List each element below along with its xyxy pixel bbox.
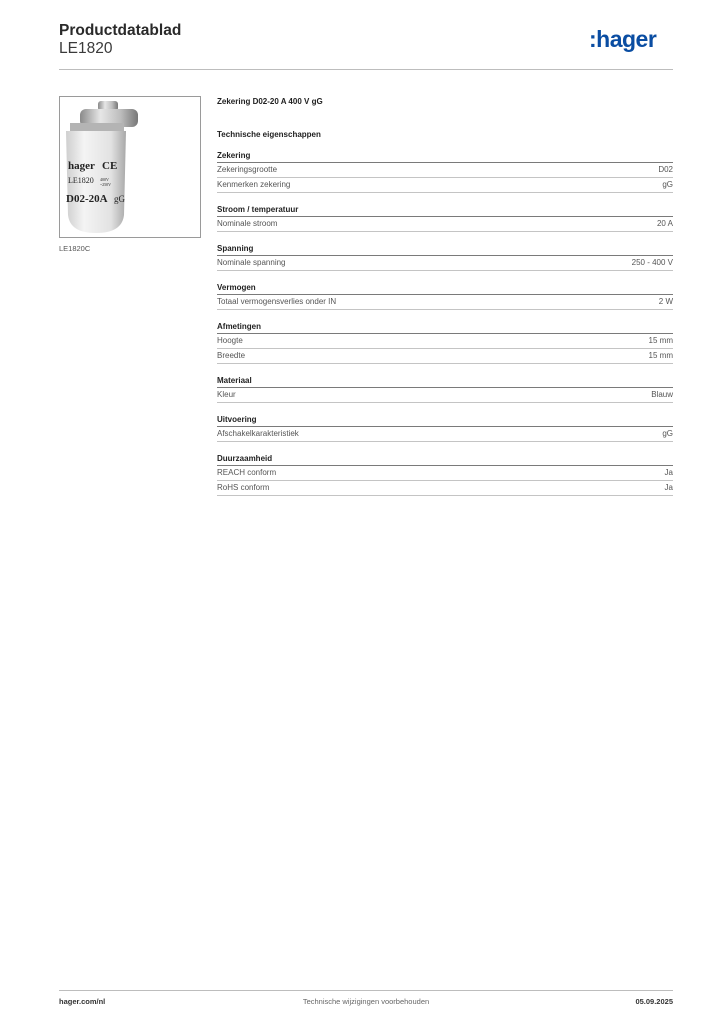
spec-value: 15 mm: [648, 351, 673, 360]
svg-text:CE: CE: [102, 160, 118, 172]
spec-value: 2 W: [658, 297, 673, 306]
spec-label: Hoogte: [217, 336, 243, 345]
spec-label: Kenmerken zekering: [217, 180, 291, 189]
spec-row: [217, 217, 673, 232]
spec-row: [217, 388, 673, 403]
spec-group-title: Spanning: [217, 243, 673, 256]
spec-value: gG: [662, 180, 673, 189]
spec-label: Kleur: [217, 390, 236, 399]
spec-group: [217, 453, 673, 496]
spec-group: [217, 243, 673, 271]
spec-row: [217, 481, 673, 496]
spec-row: [217, 178, 673, 193]
fuse-illustration: [60, 97, 200, 237]
hager-logo: [589, 26, 673, 54]
spec-value: 15 mm: [648, 336, 673, 345]
spec-group-title: Zekering: [217, 150, 673, 163]
page-footer: [59, 997, 673, 1011]
product-image-caption: LE1820C: [59, 244, 91, 253]
spec-group-title: Stroom / temperatuur: [217, 204, 673, 217]
spec-label: Nominale stroom: [217, 219, 278, 228]
spec-value: gG: [662, 429, 673, 438]
spec-label: RoHS conform: [217, 483, 270, 492]
spec-row: [217, 349, 673, 364]
spec-row: [217, 334, 673, 349]
spec-row: [217, 256, 673, 271]
spec-label: Totaal vermogensverlies onder IN: [217, 297, 337, 306]
svg-text:gG: gG: [114, 194, 125, 204]
section-heading: Technische eigenschappen: [217, 130, 321, 139]
spec-group-title: Vermogen: [217, 282, 673, 295]
svg-text:hager: hager: [68, 160, 95, 172]
spec-label: Nominale spanning: [217, 258, 286, 267]
spec-label: Zekeringsgrootte: [217, 165, 278, 174]
page-header: [59, 20, 673, 70]
spec-groups: [217, 150, 673, 496]
footer-divider: [59, 990, 673, 991]
spec-label: REACH conform: [217, 468, 277, 477]
spec-group: [217, 282, 673, 310]
product-name: Zekering D02-20 A 400 V gG: [217, 97, 323, 106]
spec-value: Blauw: [651, 390, 673, 399]
spec-group-title: Uitvoering: [217, 414, 673, 427]
spec-value: 20 A: [656, 219, 673, 228]
spec-group-title: Duurzaamheid: [217, 453, 673, 466]
svg-text:LE1820: LE1820: [68, 176, 94, 185]
spec-group: [217, 321, 673, 364]
svg-text::hager: :hager: [589, 26, 657, 52]
website-link[interactable]: hager.com/nl: [59, 997, 106, 1006]
spec-group: [217, 150, 673, 193]
spec-group: [217, 414, 673, 442]
spec-value: 250 - 400 V: [631, 258, 673, 267]
document-date: 05.09.2025: [635, 997, 673, 1006]
spec-group-title: Afmetingen: [217, 321, 673, 334]
product-code-subtitle: LE1820: [59, 40, 113, 57]
spec-row: [217, 163, 673, 178]
spec-value: D02: [658, 165, 673, 174]
spec-content: [217, 96, 673, 507]
spec-label: Breedte: [217, 351, 246, 360]
document-title: Productdatablad: [59, 22, 182, 39]
spec-row: [217, 466, 673, 481]
spec-group: [217, 375, 673, 403]
spec-group-title: Materiaal: [217, 375, 673, 388]
spec-value: Ja: [664, 468, 673, 477]
product-image: [59, 96, 201, 238]
spec-value: Ja: [664, 483, 673, 492]
spec-label: Afschakelkarakteristiek: [217, 429, 299, 438]
svg-text:D02-20A: D02-20A: [66, 193, 108, 205]
spec-row: [217, 295, 673, 310]
spec-row: [217, 427, 673, 442]
disclaimer-text: Technische wijzigingen voorbehouden: [302, 997, 430, 1006]
svg-text:400V: 400V: [100, 177, 109, 182]
header-divider: [59, 69, 673, 70]
svg-text:~250V: ~250V: [100, 182, 112, 187]
spec-group: [217, 204, 673, 232]
